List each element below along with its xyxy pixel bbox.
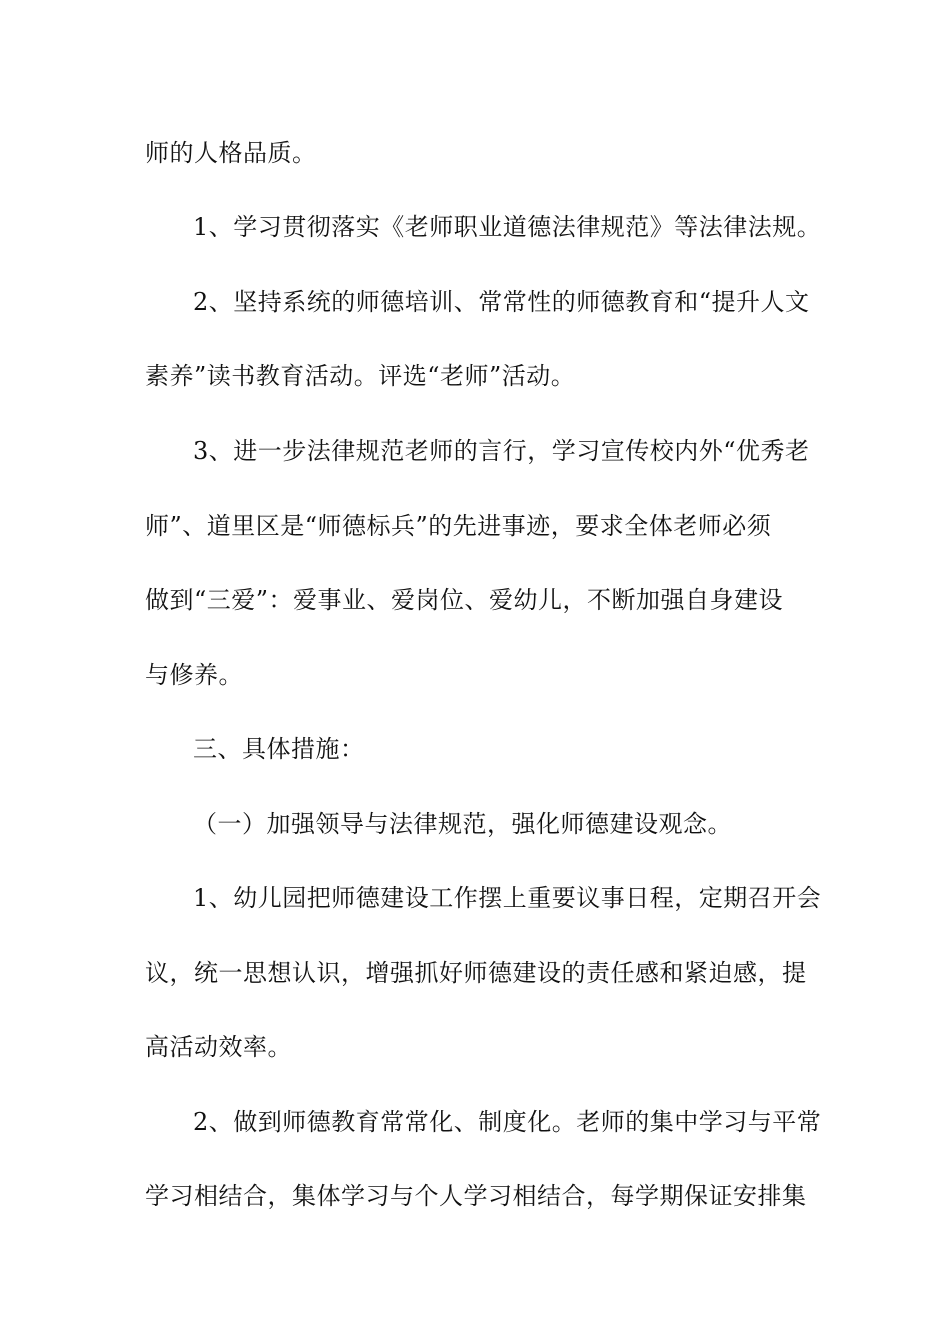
text-line: 做到“三爱”：爱事业、爱岗位、爱幼儿，不断加强自身建设 [145,586,784,614]
text-line: 2、坚持系统的师德培训、常常性的师德教育和“提升人文 [193,288,810,316]
text-line: 素养”读书教育活动。评选“老师”活动。 [145,362,576,390]
text-line: 1、学习贯彻落实《老师职业道德法律规范》等法律法规。 [193,213,822,241]
text-line: 2、做到师德教育常常化、制度化。老师的集中学习与平常 [193,1108,822,1136]
text-line: 师的人格品质。 [145,139,317,167]
text-line: 高活动效率。 [145,1033,292,1061]
subsection-heading: （一）加强领导与法律规范，强化师德建设观念。 [193,810,732,838]
text-line: 1、幼儿园把师德建设工作摆上重要议事日程，定期召开会 [193,884,822,912]
text-line: 学习相结合，集体学习与个人学习相结合，每学期保证安排集 [145,1182,807,1210]
text-line: 师”、道里区是“师德标兵”的先进事迹，要求全体老师必须 [145,512,772,540]
section-heading: 三、具体措施： [193,735,365,763]
text-line: 议，统一思想认识，增强抓好师德建设的责任感和紧迫感，提 [145,959,807,987]
text-line: 3、进一步法律规范老师的言行，学习宣传校内外“优秀老 [193,437,810,465]
text-line: 与修养。 [145,661,243,689]
